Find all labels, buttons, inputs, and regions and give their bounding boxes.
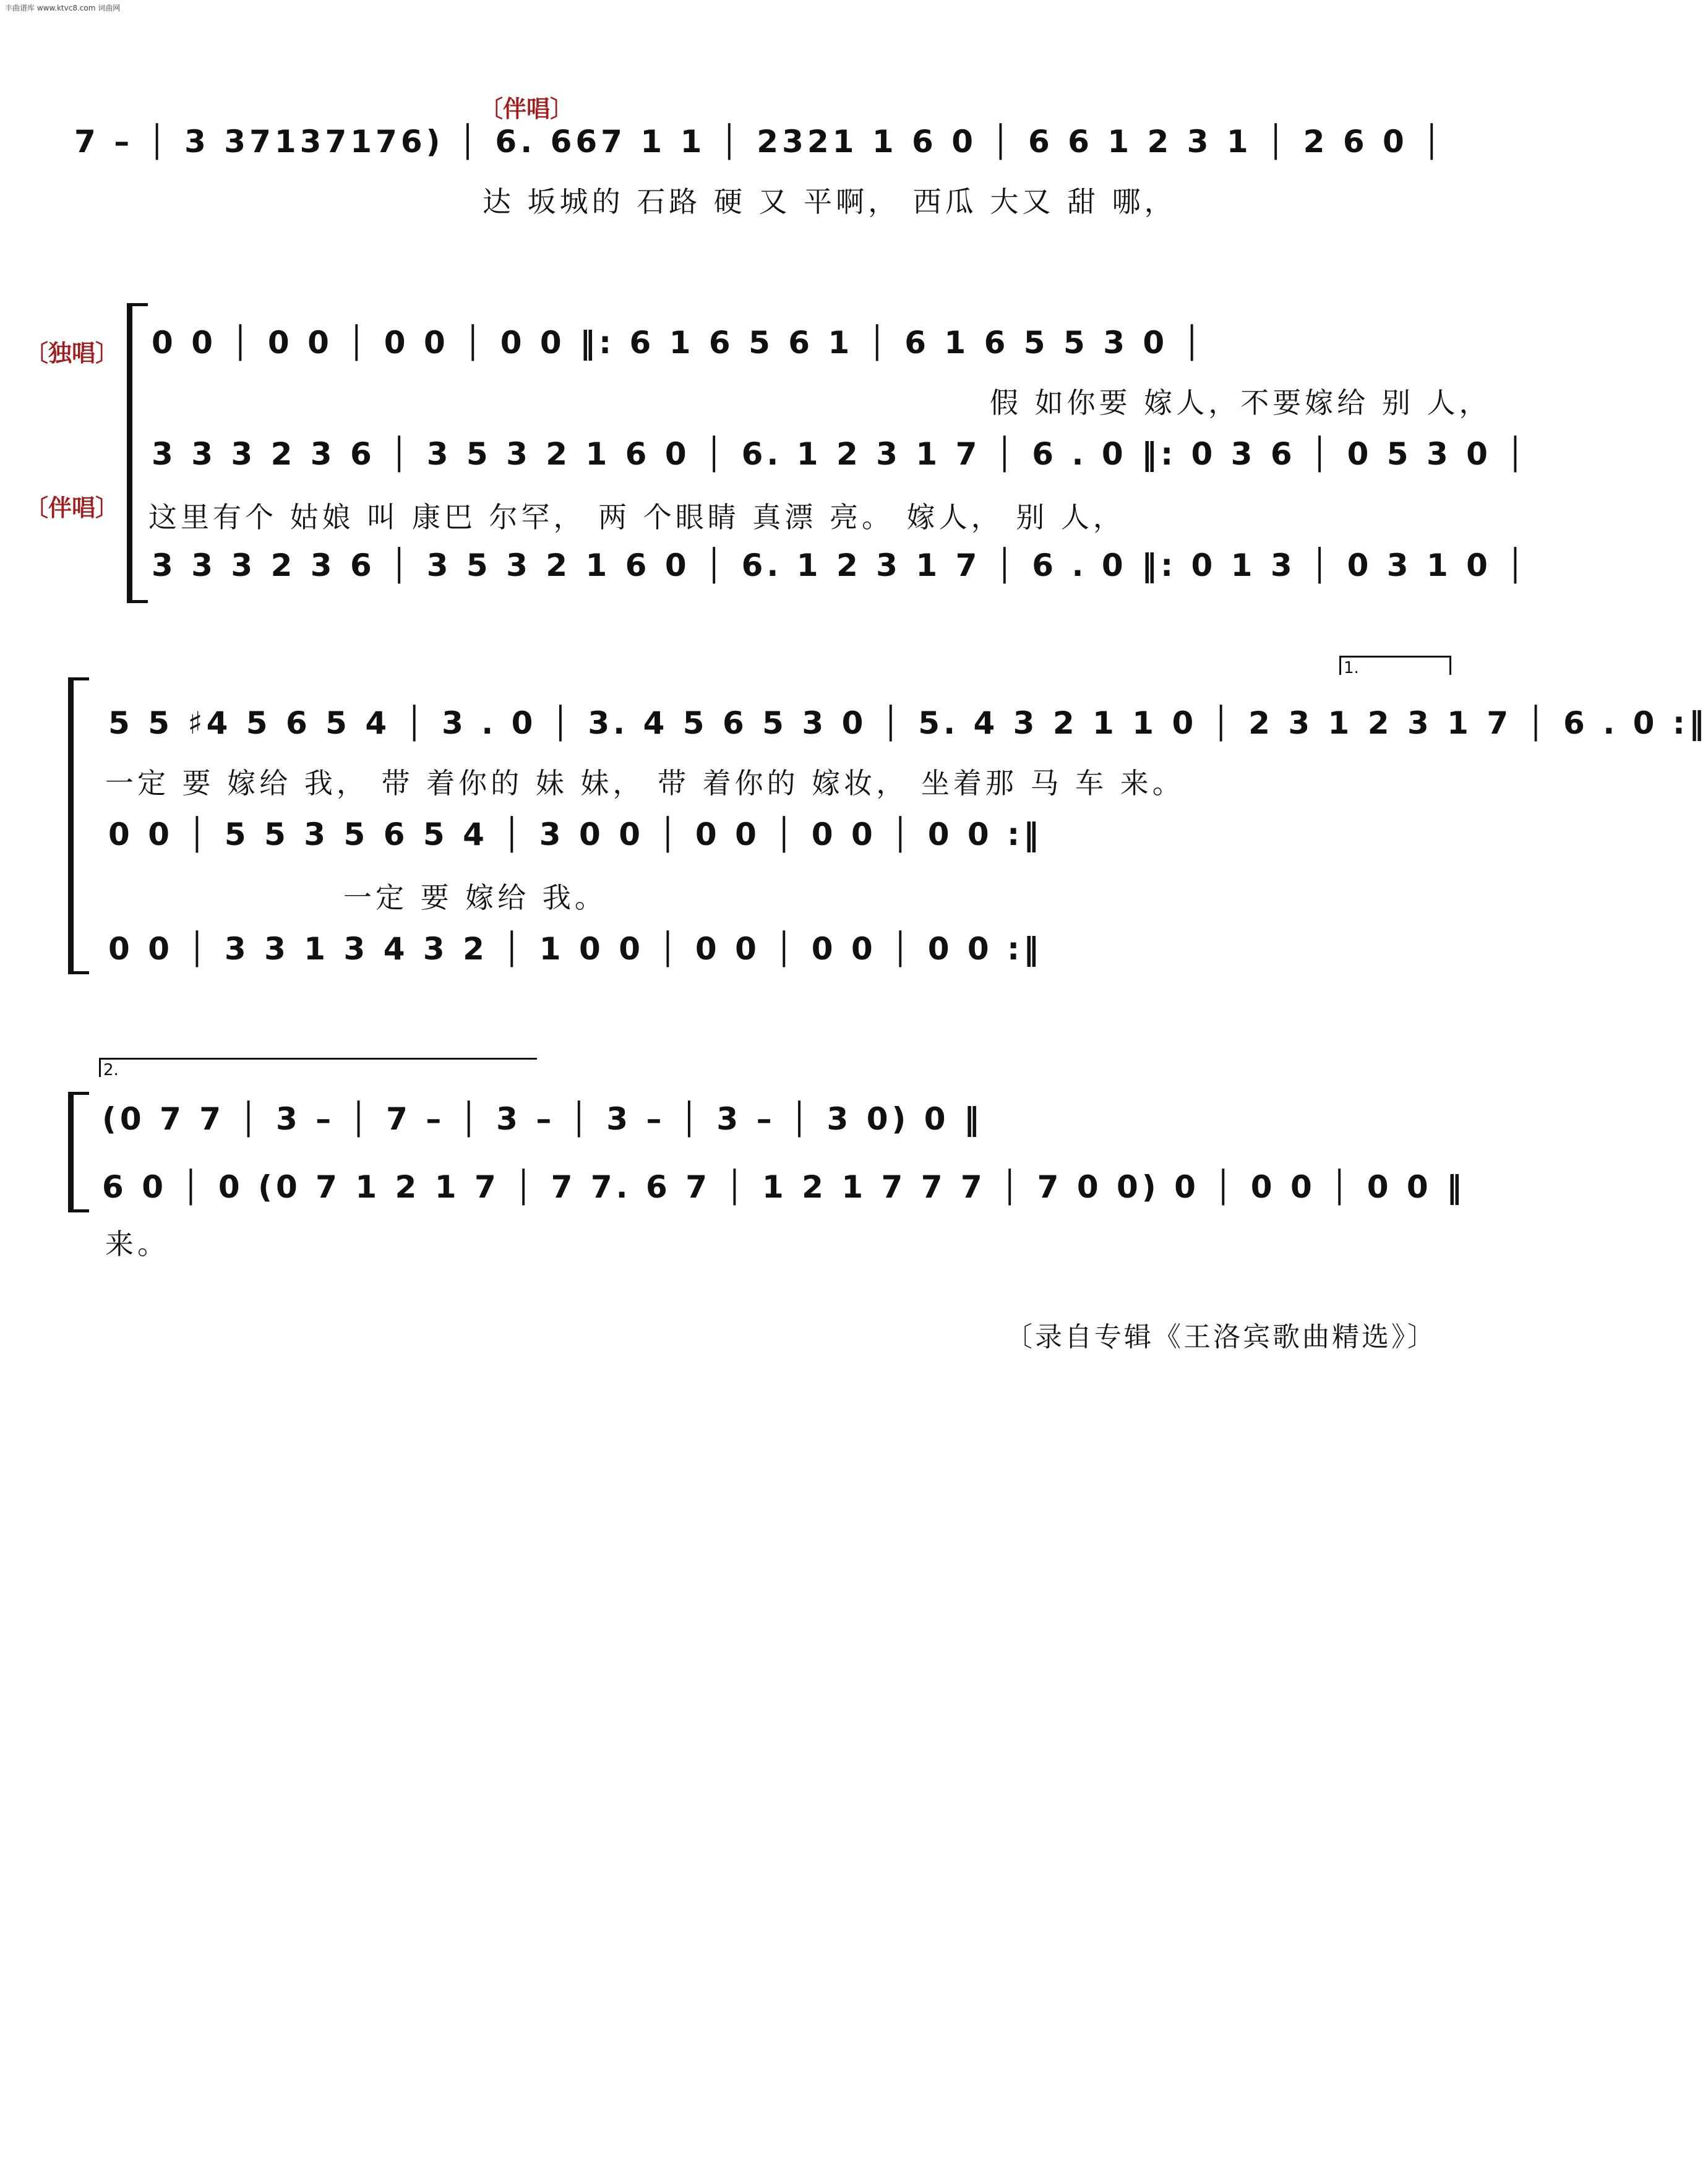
system2-bracket-top	[127, 303, 148, 306]
system3-solo-lyrics: 一定 要 嫁给 我， 带 着你的 妹 妹， 带 着你的 嫁妆， 坐着那 马 车 来。	[105, 766, 1185, 800]
system3-chorus1-lyrics: 一定 要 嫁给 我。	[343, 881, 607, 914]
system1-lyrics: 达 坂城的 石路 硬 又 平啊， 西瓜 大又 甜 哪，	[483, 185, 1177, 218]
system4-bracket-top	[68, 1092, 89, 1095]
system4-chorus-notes: 6 0 │ 0 (0 7 1 2 1 7 │ 7 7. 6 7 │ 1 2 1 7 7 7 │ 7 0 0) 0 │ 0 0 │ 0 0 ‖	[102, 1169, 1466, 1205]
volta-2-number: 2.	[103, 1061, 119, 1079]
system2-chorus1-lyrics: 这里有个 姑娘 叫 康巴 尔罕， 两 个眼睛 真漂 亮。 嫁人， 别 人，	[148, 500, 1125, 534]
system3-bracket-bottom	[68, 971, 89, 974]
volta-2	[99, 1058, 537, 1077]
system3-bracket	[68, 677, 74, 974]
system3-chorus1-notes: 0 0 │ 5 5 3 5 6 5 4 │ 3 0 0 │ 0 0 │ 0 0 │ 0 0 :‖	[108, 817, 1043, 852]
system4-bracket-bottom	[68, 1209, 89, 1212]
system4-bracket	[68, 1092, 74, 1212]
system3-chorus2-notes: 0 0 │ 3 3 1 3 4 3 2 │ 1 0 0 │ 0 0 │ 0 0 │ 0 0 :‖	[108, 931, 1043, 967]
system4-lyrics: 来。	[105, 1227, 170, 1261]
label-chorus: 〔伴唱〕	[479, 95, 574, 122]
volta-1-number: 1.	[1344, 659, 1359, 677]
system2-bracket-bottom	[127, 600, 148, 603]
source-credit: 〔录自专辑《王洛宾歌曲精选》〕	[1005, 1321, 1437, 1353]
label-chorus-2: 〔伴唱〕	[25, 494, 119, 521]
label-solo: 〔独唱〕	[25, 340, 119, 367]
system4-solo-notes: (0 7 7 │ 3 – │ 7 – │ 3 – │ 3 – │ 3 – │ 3 0) 0 ‖	[102, 1101, 983, 1137]
system2-chorus1-notes: 3 3 3 2 3 6 │ 3 5 3 2 1 6 0 │ 6. 1 2 3 1 7 │ 6 . 0 ‖: 0 3 6 │ 0 5 3 0 │	[152, 436, 1529, 472]
system2-bracket	[127, 303, 132, 603]
system2-solo-lyrics: 假 如你要 嫁人，不要嫁给 别 人，	[990, 386, 1491, 419]
watermark: 丰曲谱库 www.ktvc8.com 词曲网	[5, 4, 121, 12]
system3-bracket-top	[68, 677, 89, 680]
system1-notes: 7 – │ 3 37137176) │ 6. 667 1 1 │ 2321 1 6 0 │ 6 6 1 2 3 1 │ 2 6 0 │	[74, 124, 1445, 160]
system2-chorus2-notes: 3 3 3 2 3 6 │ 3 5 3 2 1 6 0 │ 6. 1 2 3 1 7 │ 6 . 0 ‖: 0 1 3 │ 0 3 1 0 │	[152, 547, 1529, 583]
system2-solo-notes: 0 0 │ 0 0 │ 0 0 │ 0 0 ‖: 6 1 6 5 6 1 │ 6 1 6 5 5 3 0 │	[152, 325, 1205, 361]
system3-solo-notes: 5 5 ♯4 5 6 5 4 │ 3 . 0 │ 3. 4 5 6 5 3 0 │ 5. 4 3 2 1 1 0 │ 2 3 1 2 3 1 7 │ 6 . 0 :‖	[108, 705, 1708, 741]
